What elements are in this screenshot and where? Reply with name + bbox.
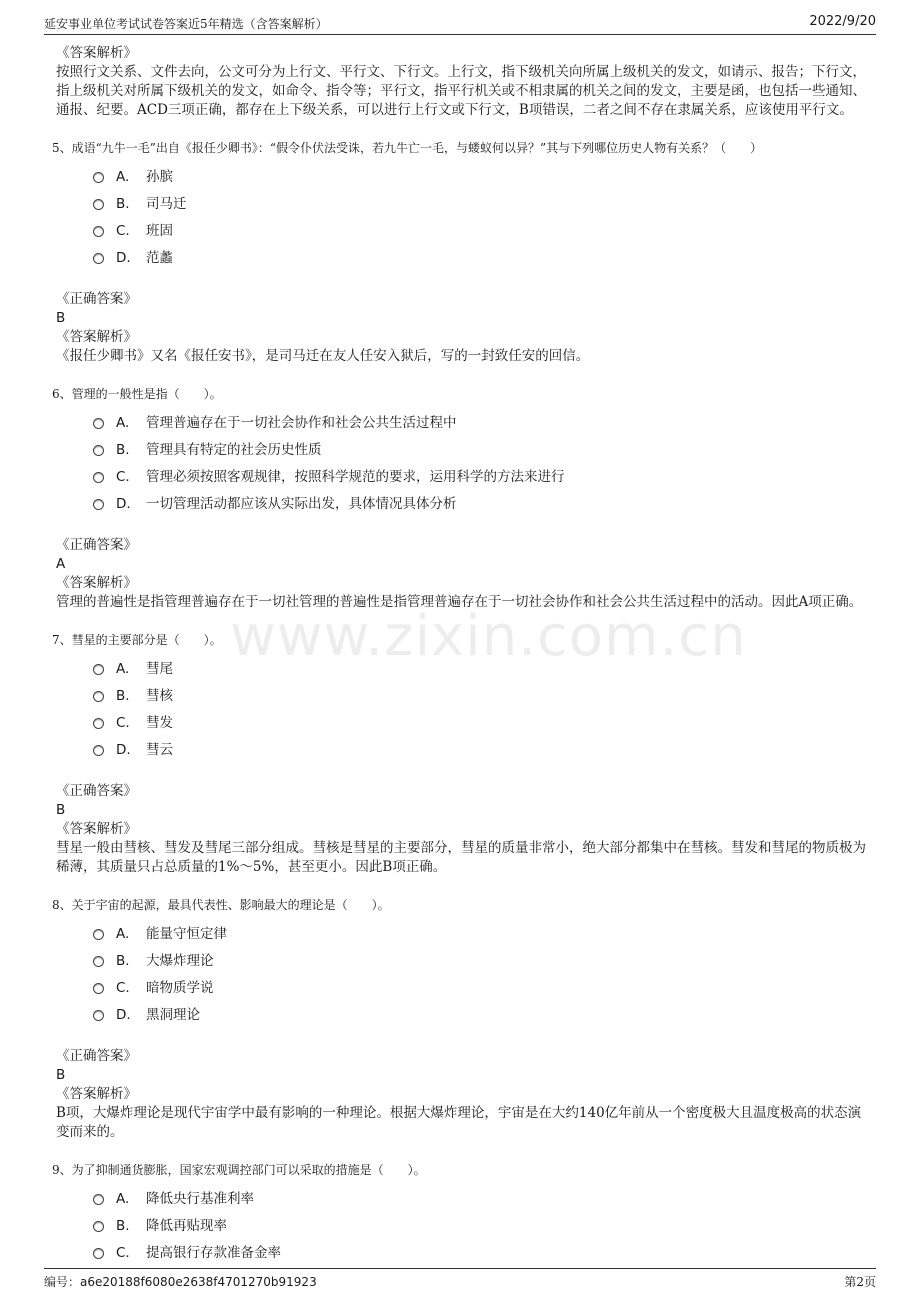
analysis-label: 《答案解析》: [56, 329, 137, 345]
option-b[interactable]: [93, 1213, 868, 1240]
analysis-label: 《答案解析》: [56, 821, 137, 837]
question-stem: 6、管理的一般性是指（ ）。: [52, 387, 222, 401]
option-b[interactable]: [93, 948, 868, 975]
answer-value: B: [56, 1067, 66, 1083]
analysis-text: 彗星一般由彗核、彗发及彗尾三部分组成。彗核是彗星的主要部分，彗星的质量非常小，绝大部分都集中在彗核。彗发和彗尾的物质极为稀薄，其质量只占总质量的1%～5%，甚至更小。因此B项正确。: [56, 840, 866, 875]
answer-value: A: [56, 556, 66, 572]
options-list: [93, 1186, 868, 1267]
option-c[interactable]: [93, 1240, 868, 1267]
code-value: a6e20188f6080e2638f4701270b91923: [80, 1275, 317, 1289]
answer-label: 《正确答案》: [56, 1048, 137, 1064]
question-8: [52, 896, 868, 1142]
analysis-label: 《答案解析》: [56, 1086, 137, 1102]
option-text: 孙膑: [146, 169, 173, 185]
intro-analysis: [56, 44, 868, 120]
option-text: 一切管理活动都应该从实际出发，具体情况具体分析: [146, 496, 457, 512]
option-letter: C.: [116, 980, 130, 996]
question-9: [52, 1161, 868, 1267]
radio-icon[interactable]: [93, 472, 104, 483]
answer-value: B: [56, 310, 66, 326]
option-text: 班固: [146, 223, 173, 239]
radio-icon[interactable]: [93, 929, 104, 940]
question-stem: 7、彗星的主要部分是（ ）。: [52, 633, 222, 647]
option-text: 暗物质学说: [146, 980, 214, 996]
code-label: 编号：: [44, 1275, 81, 1289]
document-date: 2022/9/20: [809, 14, 876, 29]
option-c[interactable]: [93, 710, 868, 737]
page-num: 2: [856, 1275, 864, 1289]
option-b[interactable]: [93, 683, 868, 710]
page-prefix: 第: [844, 1275, 857, 1289]
option-a[interactable]: [93, 656, 868, 683]
document-title: 延安事业单位考试试卷答案近5年精选（含答案解析）: [44, 17, 328, 31]
option-letter: B.: [116, 196, 130, 212]
option-b[interactable]: [93, 191, 868, 218]
radio-icon[interactable]: [93, 253, 104, 264]
analysis-label: 《答案解析》: [56, 45, 137, 61]
page-header: [44, 14, 876, 35]
analysis-label: 《答案解析》: [56, 575, 137, 591]
radio-icon[interactable]: [93, 199, 104, 210]
analysis-text: 《报任少卿书》又名《报任安书》，是司马迁在友人任安入狱后，写的一封致任安的回信。: [56, 348, 590, 364]
option-letter: A.: [116, 661, 130, 677]
option-a[interactable]: [93, 1186, 868, 1213]
radio-icon[interactable]: [93, 956, 104, 967]
option-a[interactable]: [93, 164, 868, 191]
option-a[interactable]: [93, 921, 868, 948]
radio-icon[interactable]: [93, 691, 104, 702]
radio-icon[interactable]: [93, 1221, 104, 1232]
options-list: [93, 656, 868, 764]
question-6: [52, 385, 868, 612]
answer-label: 《正确答案》: [56, 537, 137, 553]
option-text: 彗发: [146, 715, 173, 731]
answer-label: 《正确答案》: [56, 783, 137, 799]
option-letter: C.: [116, 715, 130, 731]
option-c[interactable]: [93, 464, 868, 491]
page-number: [844, 1273, 876, 1290]
option-text: 大爆炸理论: [146, 953, 214, 969]
radio-icon[interactable]: [93, 718, 104, 729]
option-text: 黑洞理论: [146, 1007, 200, 1023]
option-text: 彗云: [146, 742, 173, 758]
option-d[interactable]: [93, 491, 868, 518]
analysis-text: 管理的普遍性是指管理普遍存在于一切社管理的普遍性是指管理普遍存在于一切社会协作和社会公共生活过程中的活动。因此A项正确。: [56, 594, 863, 610]
options-list: [93, 164, 868, 272]
options-list: [93, 921, 868, 1029]
radio-icon[interactable]: [93, 1194, 104, 1205]
option-text: 范蠡: [146, 250, 173, 266]
option-a[interactable]: [93, 410, 868, 437]
option-text: 能量守恒定律: [146, 926, 227, 942]
watermark: www.zixin.com.cn: [230, 604, 747, 669]
question-stem: 5、成语“九牛一毛”出自《报任少卿书》：“假令仆伏法受诛，若九牛亡一毛，与蝼蚁何以异？”其与下列哪位历史人物有关系？（ ）: [52, 141, 763, 155]
option-text: 管理必须按照客观规律，按照科学规范的要求，运用科学的方法来进行: [146, 469, 565, 485]
option-letter: B.: [116, 953, 130, 969]
radio-icon[interactable]: [93, 983, 104, 994]
question-stem: 8、关于宇宙的起源，最具代表性、影响最大的理论是（ ）。: [52, 898, 390, 912]
option-d[interactable]: [93, 245, 868, 272]
option-letter: C.: [116, 223, 130, 239]
option-letter: B.: [116, 1218, 130, 1234]
option-text: 提高银行存款准备金率: [146, 1245, 281, 1261]
radio-icon[interactable]: [93, 499, 104, 510]
radio-icon[interactable]: [93, 1010, 104, 1021]
option-letter: B.: [116, 688, 130, 704]
option-letter: D.: [116, 496, 131, 512]
page-suffix: 页: [863, 1275, 876, 1289]
answer-label: 《正确答案》: [56, 291, 137, 307]
radio-icon[interactable]: [93, 664, 104, 675]
analysis-text: 按照行文关系、文件去向，公文可分为上行文、平行文、下行文。上行文，指下级机关向所属上级机关的发文，如请示、报告；下行文，指上级机关对所属下级机关的发文，如命令、指令等；平行文，指平行机关或不相隶属的机关之间的发文，主要是函，也包括一些通知、通报、纪要。ACD三项正确，都存在上下级关系，可以进行上行文或下行文，B项错误，二者之间不存在隶属关系，应该使用平行文。: [56, 64, 866, 118]
option-letter: A.: [116, 415, 130, 431]
option-letter: B.: [116, 442, 130, 458]
radio-icon[interactable]: [93, 418, 104, 429]
option-text: 降低央行基准利率: [146, 1191, 254, 1207]
analysis-text: B项，大爆炸理论是现代宇宙学中最有影响的一种理论。根据大爆炸理论，宇宙是在大约140亿年前从一个密度极大且温度极高的状态演变而来的。: [56, 1105, 862, 1140]
option-text: 管理具有特定的社会历史性质: [146, 442, 322, 458]
answer-value: B: [56, 802, 66, 818]
question-stem: 9、为了抑制通货膨胀，国家宏观调控部门可以采取的措施是（ ）。: [52, 1163, 426, 1177]
option-letter: A.: [116, 1191, 130, 1207]
option-letter: C.: [116, 469, 130, 485]
option-text: 司马迁: [146, 196, 187, 212]
question-5: [52, 139, 868, 366]
option-letter: A.: [116, 926, 130, 942]
option-letter: D.: [116, 742, 131, 758]
option-text: 管理普遍存在于一切社会协作和社会公共生活过程中: [146, 415, 457, 431]
option-letter: D.: [116, 1007, 131, 1023]
radio-icon[interactable]: [93, 745, 104, 756]
radio-icon[interactable]: [93, 226, 104, 237]
option-c[interactable]: [93, 218, 868, 245]
option-c[interactable]: [93, 975, 868, 1002]
option-text: 彗尾: [146, 661, 173, 677]
radio-icon[interactable]: [93, 172, 104, 183]
option-d[interactable]: [93, 737, 868, 764]
page-footer: [44, 1268, 876, 1291]
option-letter: D.: [116, 250, 131, 266]
radio-icon[interactable]: [93, 445, 104, 456]
option-d[interactable]: [93, 1002, 868, 1029]
options-list: [93, 410, 868, 518]
radio-icon[interactable]: [93, 1248, 104, 1259]
option-text: 降低再贴现率: [146, 1218, 227, 1234]
option-b[interactable]: [93, 437, 868, 464]
option-text: 彗核: [146, 688, 173, 704]
option-letter: A.: [116, 169, 130, 185]
question-7: [52, 631, 868, 877]
document-code: [44, 1273, 317, 1290]
option-letter: C.: [116, 1245, 130, 1261]
